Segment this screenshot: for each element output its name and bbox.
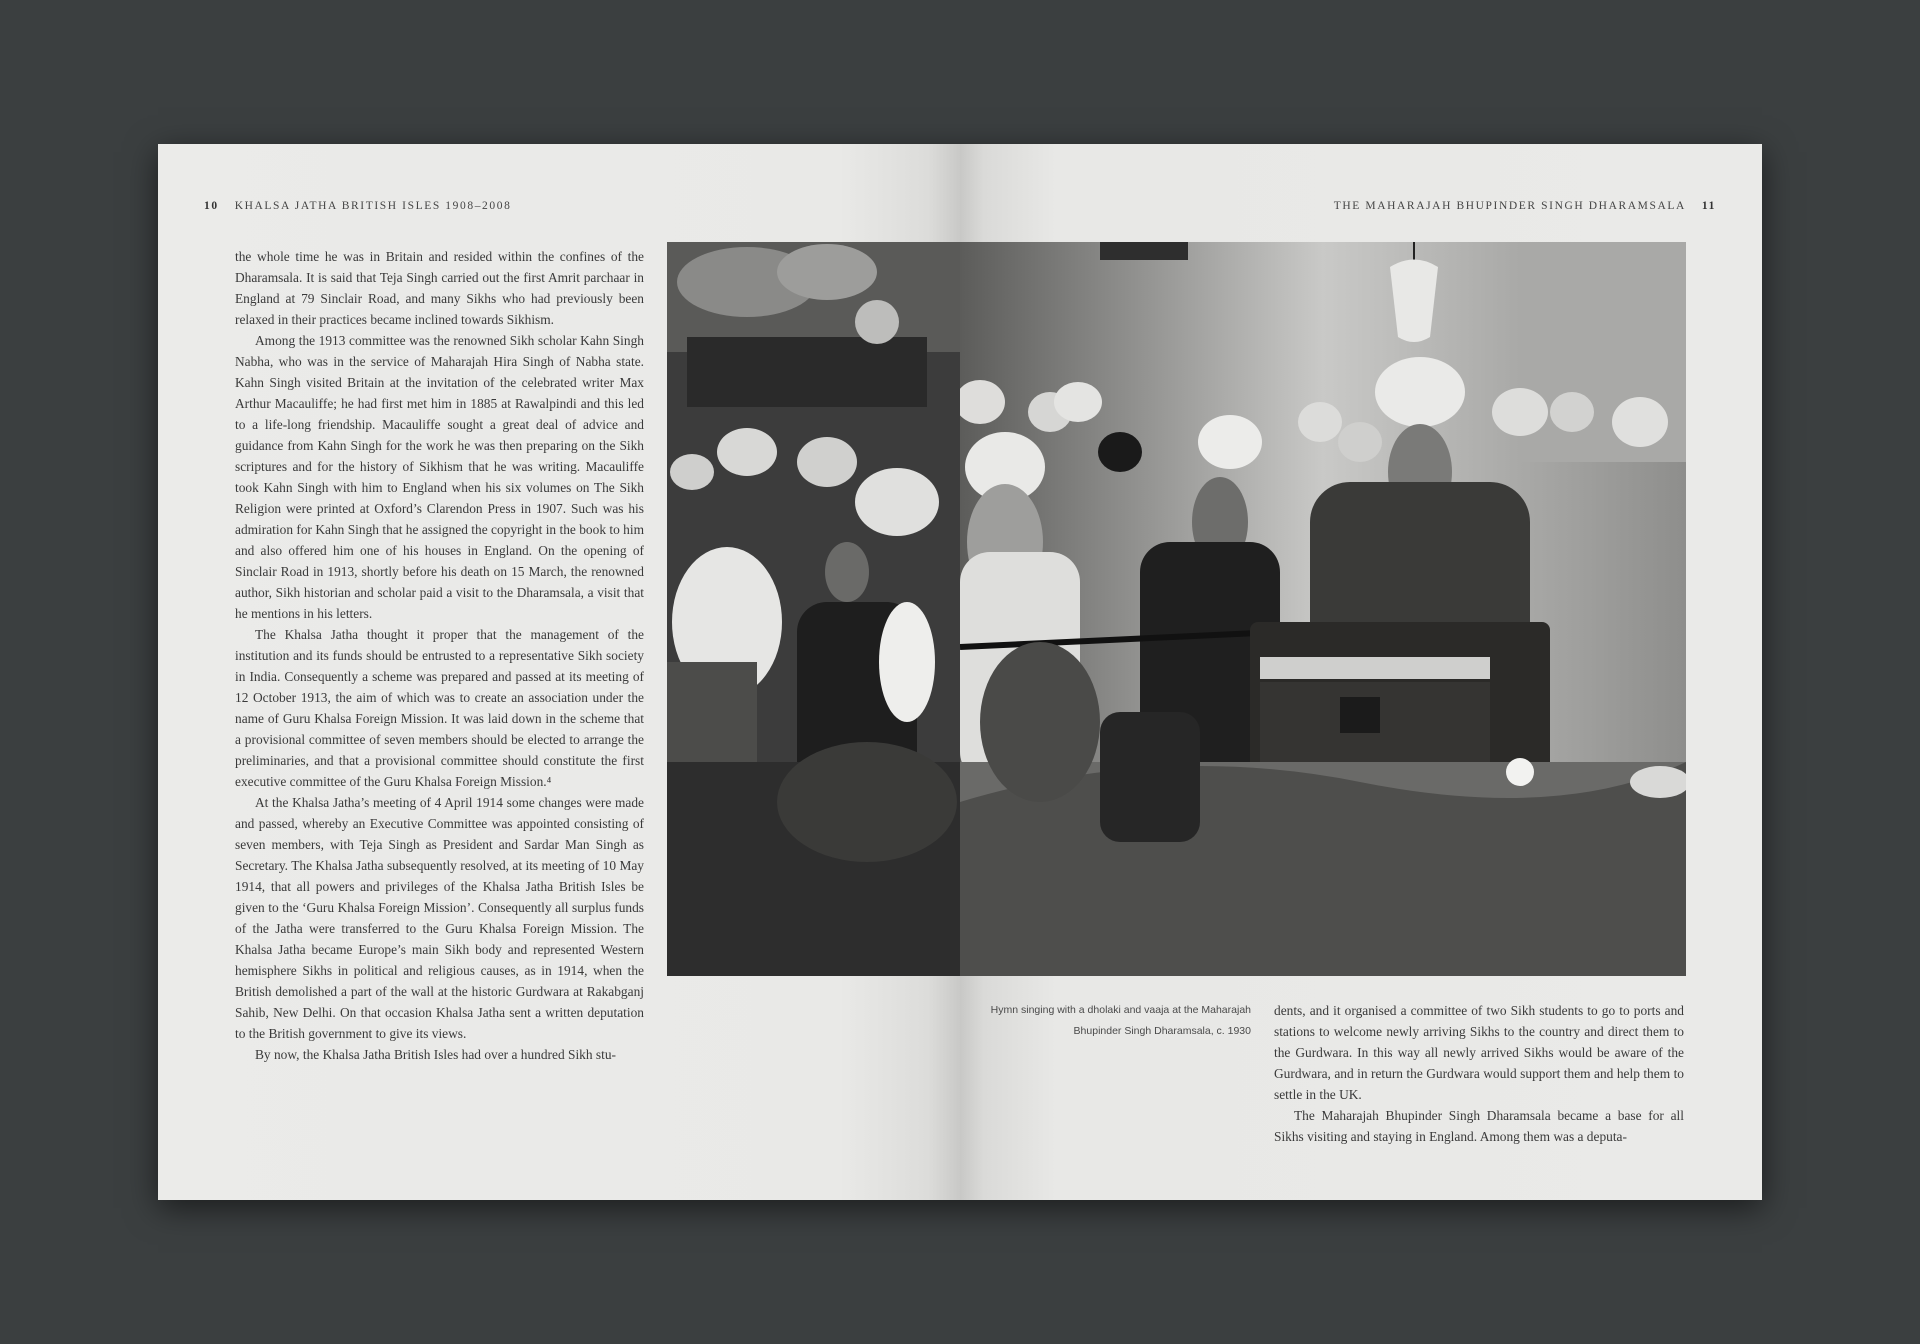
left-page — [158, 144, 960, 1200]
right-page — [960, 144, 1762, 1200]
paragraph: Among the 1913 committee was the renowned Sikh scholar Kahn Singh Nabha, who was in the service of Maharajah Hira Singh of Nabha state. Kahn Singh visited Britain at the invitation of the celebrated writer Max Arthur Macauliffe; he had first met him in 1885 at Rawalpindi and this led to a life-long friendship. Macauliffe sought a great deal of advice and guidance from Kahn Singh for the work he was then preparing on the Sikh scriptures and for the history of Sikhism that he was writing. Macauliffe took Kahn Singh with him to England when his six volumes on The Sikh Religion were printed at Oxford’s Clarendon Press in 1907. Such was his admiration for Kahn Singh that he assigned the copyright in the book to him and also offered him one of his houses in England. On the opening of Sinclair Road in 1913, shortly before his death on 15 March, the renowned author, Sikh historian and scholar paid a visit to the Dharamsala, a visit that he mentions in his letters. — [235, 333, 644, 621]
left-page-number: 10 — [204, 200, 219, 212]
book-spread — [158, 144, 1762, 1200]
left-running-title: KHALSA JATHA BRITISH ISLES 1908–2008 — [234, 200, 512, 212]
photo-right-art — [960, 242, 1686, 976]
right-text-column — [1274, 1000, 1684, 1147]
paragraph: The Maharajah Bhupinder Singh Dharamsala became a base for all Sikhs visiting and staying in England. Among them was a deputa- — [1274, 1108, 1684, 1144]
paragraph: dents, and it organised a committee of two Sikh students to go to ports and stations to welcome newly arriving Sikhs to the country and direct them to the Gurdwara. In this way all newly arrived Sikhs would be aware of the Gurdwara, and in return the Gurdwara would support them and help them to settle in the UK. — [1274, 1003, 1684, 1102]
right-running-title: THE MAHARAJAH BHUPINDER SINGH DHARAMSALA — [1333, 200, 1686, 212]
photo-left-art — [667, 242, 960, 976]
paragraph: The Khalsa Jatha thought it proper that the management of the institution and its funds should be entrusted to a representative Sikh society in India. Consequently a scheme was prepared and passed at its meeting of 12 October 1913, the aim of which was to create an association under the name of Guru Khalsa Foreign Mission. It was laid down in the scheme that a provisional committee of seven members should be elected to arrange the preliminaries, and that a provisional committee should constitute the first executive committee of the Guru Khalsa Foreign Mission.⁴ — [235, 627, 644, 789]
left-text-column — [235, 246, 644, 1065]
photo-right-half — [960, 242, 1686, 976]
photo-caption: Hymn singing with a dholaki and vaaja at the Maharajah Bhupinder Singh Dharamsala, c. 1930 — [990, 1004, 1251, 1037]
paragraph: At the Khalsa Jatha’s meeting of 4 April 1914 some changes were made and passed, whereby an Executive Committee was appointed consisting of seven members, with Teja Singh as President and Sardar Man Singh as Secretary. The Khalsa Jatha subsequently resolved, at its meeting of 10 May 1914, that all powers and privileges of the Khalsa Jatha British Isles be given to the ‘Guru Khalsa Foreign Mission’. Consequently all surplus funds of the Jatha were transferred to the Guru Khalsa Foreign Mission. The Khalsa Jatha became Europe’s main Sikh body and represented Western hemisphere Sikhs in political and religious causes, as in 1914, when the British demolished a part of the wall at the historic Gurdwara at Rakabganj Sahib, New Delhi. On that occasion Khalsa Jatha sent a written deputation to the British government to give its views. — [235, 795, 644, 1041]
paragraph: the whole time he was in Britain and resided within the confines of the Dharamsala. It is said that Teja Singh carried out the first Amrit parchaar in England at 79 Sinclair Road, and many Sikhs who had previously been relaxed in their practices became inclined towards Sikhism. — [235, 249, 644, 327]
right-page-number: 11 — [1701, 200, 1716, 212]
photo-left-half — [667, 242, 960, 976]
paragraph: By now, the Khalsa Jatha British Isles had over a hundred Sikh stu- — [255, 1047, 616, 1062]
right-running-head — [1334, 200, 1716, 212]
left-running-head — [204, 200, 511, 212]
